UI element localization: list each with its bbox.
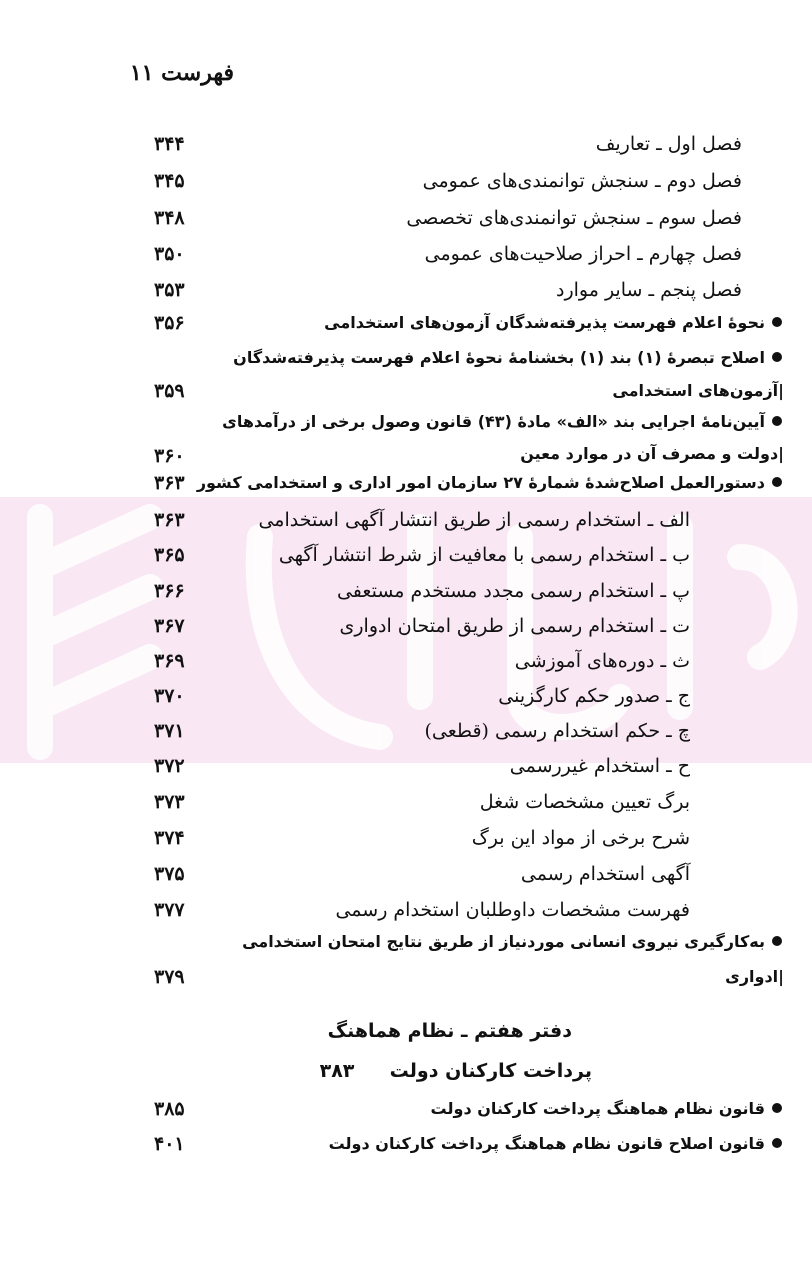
toc-entry-page: ۳۵۰ — [154, 243, 185, 265]
toc-entry-title — [242, 924, 782, 960]
toc-entry-label: به‌کارگیری نیروی انسانی موردنیاز از طریق نتایج امتحان استخدامی — [242, 932, 765, 951]
toc-entry-label: نحوهٔ اعلام فهرست پذیرفته‌شدگان آزمون‌های استخدامی — [324, 313, 765, 332]
toc-entry — [0, 892, 812, 928]
toc-entry-title: الف ـ استخدام رسمی از طریق انتشار آگهی استخدامی — [258, 509, 690, 531]
toc-bullet-entry — [0, 1091, 812, 1127]
part-subtitle-text: پرداخت کارکنان دولت — [389, 1060, 592, 1082]
toc-entry-page: ۳۴۵ — [154, 170, 185, 192]
toc-entry — [0, 608, 812, 644]
toc-bullet-entry — [0, 924, 812, 996]
toc-entry-page: ۳۶۹ — [154, 650, 185, 672]
bullet-icon — [772, 1138, 782, 1148]
toc-entry-title — [431, 1091, 782, 1127]
part-subtitle-page: ۳۸۳ — [319, 1060, 355, 1082]
toc-entry-title: فصل سوم ـ سنجش توانمندی‌های تخصصی — [406, 207, 742, 229]
toc-entry-title — [233, 340, 782, 376]
toc-entry-page: ۳۶۳ — [154, 509, 185, 531]
toc-entry-page: ۳۷۵ — [154, 863, 185, 885]
toc-entry — [0, 537, 812, 573]
bullet-icon — [772, 352, 782, 362]
toc-entry-page: ۳۶۳ — [154, 472, 185, 494]
toc-entry-page: ۳۵۹ — [154, 380, 185, 402]
toc-entry-title: ت ـ استخدام رسمی از طریق امتحان ادواری — [339, 615, 690, 637]
toc-entry — [0, 502, 812, 538]
toc-entry-title: فصل اول ـ تعاریف — [595, 133, 742, 155]
toc-entry-label: قانون اصلاح قانون نظام هماهنگ پرداخت کارکنان دولت — [328, 1134, 765, 1153]
toc-entry — [0, 126, 812, 162]
toc-entry-page: ۳۷۷ — [154, 899, 185, 921]
toc-entry-title: آگهی استخدام رسمی — [520, 863, 690, 885]
toc-entry — [0, 748, 812, 784]
toc-bullet-entry — [0, 1126, 812, 1162]
toc-entry — [0, 856, 812, 892]
toc-entry-page: ۳۴۸ — [154, 207, 185, 229]
toc-entry-page: ۳۵۶ — [154, 312, 185, 334]
toc-entry-label: آیین‌نامهٔ اجرایی بند «الف» مادهٔ (۴۳) قانون وصول برخی از درآمدهای — [222, 412, 765, 431]
toc-entry-title: ح ـ استخدام غیررسمی — [509, 755, 690, 777]
toc-entry-title: فصل چهارم ـ احراز صلاحیت‌های عمومی — [424, 243, 742, 265]
toc-entry-page: ۳۷۳ — [154, 791, 185, 813]
toc-entry — [0, 678, 812, 714]
toc-bullet-entry — [0, 465, 812, 501]
toc-entry-page: ۳۵۳ — [154, 279, 185, 301]
toc-entry-page: ۳۷۰ — [154, 685, 185, 707]
toc-entry — [0, 820, 812, 856]
toc-entry-title — [222, 404, 782, 440]
toc-entry-label: دستورالعمل اصلاح‌شدهٔ شمارهٔ ۲۷ سازمان امور اداری و استخدامی کشور — [196, 473, 765, 492]
toc-entry-continuation: |ادواری — [725, 967, 784, 986]
toc-entry-title: ب ـ استخدام رسمی با معافیت از شرط انتشار آگهی — [278, 544, 690, 566]
toc-entry — [0, 236, 812, 272]
toc-entry-title — [324, 305, 782, 341]
bullet-icon — [772, 477, 782, 487]
toc-entry-label: دولت و مصرف آن در موارد معین — [520, 444, 779, 463]
toc-bullet-entry — [0, 340, 812, 412]
toc-entry-page: ۳۶۵ — [154, 544, 185, 566]
toc-entry — [0, 200, 812, 236]
toc-entry-title — [329, 1126, 782, 1162]
toc-entry-label: قانون نظام هماهنگ پرداخت کارکنان دولت — [430, 1099, 765, 1118]
toc-entry-page: ۳۶۷ — [154, 615, 185, 637]
toc-entry-label: اصلاح تبصرهٔ (۱) بند (۱) بخشنامهٔ نحوهٔ اعلام فهرست پذیرفته‌شدگان — [233, 348, 765, 367]
toc-entry — [0, 713, 812, 749]
toc-entry-page: ۳۶۰ — [154, 445, 185, 467]
toc-entry-page: ۳۴۴ — [154, 133, 185, 155]
toc-entry-page: ۴۰۱ — [154, 1133, 185, 1155]
part-title: دفتر هفتم ـ نظام هماهنگ — [327, 1020, 572, 1042]
toc-entry-page: ۳۷۹ — [154, 966, 185, 988]
toc-entry-page: ۳۸۵ — [154, 1098, 185, 1120]
toc-entry — [0, 784, 812, 820]
toc-entry-title: چ ـ حکم استخدام رسمی (قطعی) — [424, 720, 690, 742]
toc-entry-title: ث ـ دوره‌های آموزشی — [514, 650, 690, 672]
toc-entry-page: ۳۷۴ — [154, 827, 185, 849]
toc-entry-label: ادواری — [725, 967, 779, 986]
page-header: فهرست ۱۱ — [129, 60, 234, 86]
toc-entry-title — [197, 465, 782, 501]
bullet-icon — [772, 317, 782, 327]
bullet-icon — [772, 416, 782, 426]
part-subtitle — [320, 1060, 592, 1082]
toc-entry — [0, 272, 812, 308]
toc-entry-continuation: |آزمون‌های استخدامی — [612, 381, 784, 400]
toc-entry — [0, 643, 812, 679]
toc-entry-page: ۳۷۲ — [154, 755, 185, 777]
toc-entry — [0, 573, 812, 609]
toc-entry — [0, 163, 812, 199]
bullet-icon — [772, 936, 782, 946]
toc-entry-continuation: |دولت و مصرف آن در موارد معین — [520, 444, 784, 463]
toc-entry-title: برگ تعیین مشخصات شغل — [479, 791, 690, 813]
toc-entry-page: ۳۶۶ — [154, 580, 185, 602]
toc-bullet-entry — [0, 305, 812, 341]
toc-entry-title: فصل پنجم ـ سایر موارد — [556, 279, 742, 301]
toc-entry-title: فهرست مشخصات داوطلبان استخدام رسمی — [335, 899, 690, 921]
toc-entry-title: پ ـ استخدام رسمی مجدد مستخدم مستعفی — [336, 580, 690, 602]
toc-entry-title: شرح برخی از مواد این برگ — [471, 827, 690, 849]
toc-entry-label: آزمون‌های استخدامی — [612, 381, 779, 400]
toc-entry-title: ج ـ صدور حکم کارگزینی — [498, 685, 690, 707]
bullet-icon — [772, 1103, 782, 1113]
toc-entry-page: ۳۷۱ — [154, 720, 185, 742]
toc-entry-title: فصل دوم ـ سنجش توانمندی‌های عمومی — [422, 170, 742, 192]
